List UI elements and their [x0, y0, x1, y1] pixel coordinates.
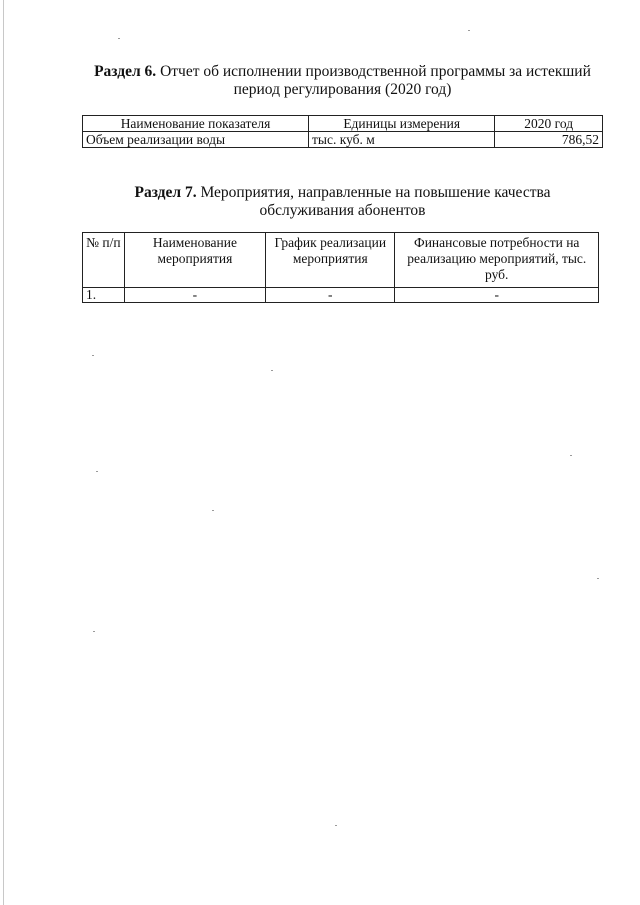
cell-indicator-name: Объем реализации воды: [83, 132, 309, 148]
cell-value: 786,52: [495, 132, 603, 148]
section-6-title-line2: период регулирования (2020 год): [233, 81, 452, 98]
cell-units: тыс. куб. м: [309, 132, 495, 148]
header-year: 2020 год: [495, 116, 603, 132]
table-header-row: [83, 116, 603, 132]
section-7-title: Мероприятия, направленные на повышение качества: [200, 184, 551, 201]
section-7-title-line2: обслуживания абонентов: [259, 202, 426, 219]
header-measure-name: Наименование мероприятия: [124, 233, 265, 288]
cell-schedule: -: [266, 288, 395, 303]
scan-left-edge: [3, 0, 4, 905]
scan-speck: [118, 38, 120, 39]
header-units: Единицы измерения: [309, 116, 495, 132]
section-7-heading: [70, 184, 615, 220]
header-schedule: График реализации мероприятия: [266, 233, 395, 288]
header-indicator-name: Наименование показателя: [83, 116, 309, 132]
scan-speck: [570, 455, 572, 456]
scan-speck: [96, 471, 98, 472]
section-6-title: Отчет об исполнении производственной программы за истекший: [160, 63, 591, 80]
table-row: [83, 132, 603, 148]
section-6-label: Раздел 6.: [94, 63, 157, 80]
scan-speck: [212, 510, 214, 511]
scan-speck: [271, 370, 273, 371]
scan-speck: [92, 355, 94, 356]
header-financial-needs: Финансовые потребности на реализацию мероприятий, тыс. руб.: [395, 233, 599, 288]
production-program-table: [82, 115, 603, 148]
scan-speck: [468, 30, 470, 31]
scan-speck: [335, 825, 337, 826]
cell-measure-name: -: [124, 288, 265, 303]
measures-table: [82, 232, 599, 303]
scan-speck: [597, 578, 599, 579]
cell-financial-needs: -: [395, 288, 599, 303]
scan-speck: [93, 631, 95, 632]
section-7-label: Раздел 7.: [134, 184, 197, 201]
section-6-heading: [70, 63, 615, 99]
table-row: [83, 288, 599, 303]
cell-number: 1.: [83, 288, 125, 303]
header-number: № п/п: [83, 233, 125, 288]
table-header-row: [83, 233, 599, 288]
